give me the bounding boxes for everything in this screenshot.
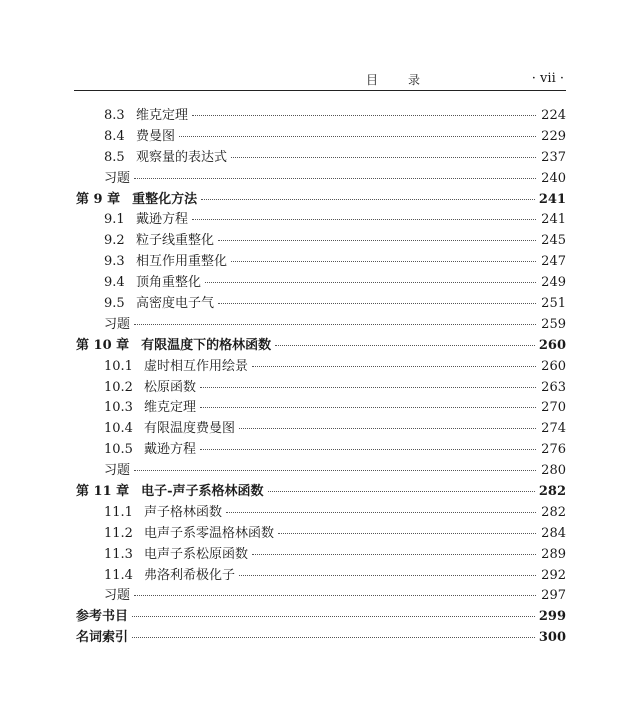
toc-entry-title: 高密度电子气 (136, 296, 215, 312)
toc-entry-title: 粒子线重整化 (136, 233, 215, 249)
toc-entry-title: 弗洛利希极化子 (144, 567, 236, 583)
dot-leader (132, 616, 535, 617)
dot-leader (200, 449, 536, 450)
dot-leader (192, 115, 536, 116)
toc-entry-number: 10.5 (104, 442, 133, 458)
toc-entry-chapter (76, 336, 566, 357)
dot-leader (278, 533, 536, 534)
toc-entry-number: 9.3 (104, 254, 125, 270)
toc-entry-title: 声子格林函数 (144, 504, 223, 520)
toc-entry-number: 9.5 (104, 296, 125, 312)
dot-leader (252, 366, 536, 367)
toc-entry-section (76, 252, 566, 273)
toc-entry-title: 戴逊方程 (136, 212, 189, 228)
toc-entry-page: 241 (538, 191, 566, 207)
toc-entry-page: 274 (541, 421, 566, 437)
toc-entry-page: 270 (541, 400, 566, 416)
toc-entry-section (76, 419, 566, 440)
toc-entry-section (76, 357, 566, 378)
header-page-number: · vii · (531, 71, 564, 86)
toc-entry-chapter (76, 190, 566, 211)
toc-entry-title: 有限温度下的格林函数 (141, 337, 272, 353)
toc-entry-page: 260 (538, 337, 566, 353)
dot-leader (179, 136, 536, 137)
toc-entry-back (76, 607, 566, 628)
toc-entry-number: 10.4 (104, 421, 133, 437)
toc-entry-number: 10.3 (104, 400, 133, 416)
dot-leader (275, 345, 535, 346)
toc-entry-section (76, 378, 566, 399)
toc-entry-exercise (76, 315, 566, 336)
toc-entry-title: 松原函数 (144, 379, 197, 395)
toc-entry-number: 9.4 (104, 275, 125, 291)
toc-entry-title: 戴逊方程 (144, 442, 197, 458)
dot-leader (239, 428, 536, 429)
toc-entry-page: 260 (541, 358, 566, 374)
dot-leader (205, 282, 536, 283)
toc-entry-exercise (76, 169, 566, 190)
toc-entry-title: 有限温度费曼图 (144, 421, 236, 437)
toc-entry-page: 245 (541, 233, 566, 249)
toc-entry-page: 282 (541, 504, 566, 520)
toc-entry-page: 299 (538, 609, 566, 625)
toc-entry-page: 241 (541, 212, 566, 228)
toc-entry-page: 280 (541, 463, 566, 479)
toc-entry-page: 297 (541, 588, 566, 604)
dot-leader (231, 157, 536, 158)
toc-entry-back (76, 628, 566, 649)
dot-leader (200, 407, 536, 408)
toc-entry-number: 第 10 章 (76, 337, 130, 353)
toc-entry-title: 重整化方法 (132, 191, 198, 207)
toc-entry-title: 习题 (104, 316, 131, 332)
toc-entry-page: 300 (538, 630, 566, 646)
toc-entry-title: 观察量的表达式 (136, 149, 228, 165)
dot-leader (218, 303, 536, 304)
dot-leader (200, 387, 536, 388)
toc-entry-number: 10.1 (104, 358, 133, 374)
toc-entry-section (76, 545, 566, 566)
toc-entry-number: 8.3 (104, 108, 125, 123)
toc-entry-section (76, 503, 566, 524)
toc-entry-number: 9.2 (104, 233, 125, 249)
toc-entry-section (76, 273, 566, 294)
dot-leader (132, 637, 535, 638)
toc-entry-title: 电声子系零温格林函数 (144, 525, 275, 541)
dot-leader (134, 595, 536, 596)
toc-entry-section (76, 524, 566, 545)
toc-entry-page: 237 (541, 149, 566, 165)
toc-entry-exercise (76, 461, 566, 482)
toc-entry-section (76, 440, 566, 461)
toc-entry-number: 11.3 (104, 546, 133, 562)
toc-entry-title: 费曼图 (136, 128, 176, 144)
toc-entry-title: 虚时相互作用绘景 (144, 358, 249, 374)
dot-leader (231, 261, 536, 262)
toc-entry-section (76, 210, 566, 231)
dot-leader (201, 199, 535, 200)
toc-entry-section (76, 294, 566, 315)
header-title-right: 录 (408, 73, 423, 87)
toc-entry-title: 电声子系松原函数 (144, 546, 249, 562)
toc-entry-title: 习题 (104, 170, 131, 186)
toc-entry-page: 240 (541, 170, 566, 186)
toc-entry-number: 9.1 (104, 212, 125, 228)
dot-leader (268, 491, 535, 492)
toc-entry-page: 284 (541, 525, 566, 541)
toc-entry-title: 名词索引 (76, 630, 129, 646)
toc-entry-title: 相互作用重整化 (136, 254, 228, 270)
toc-entry-page: 263 (541, 379, 566, 395)
toc-entry-number: 11.2 (104, 525, 133, 541)
toc-entry-page: 249 (541, 275, 566, 291)
toc-entry-page: 224 (541, 108, 566, 123)
toc-entry-section (76, 231, 566, 252)
toc-entry-number: 11.4 (104, 567, 133, 583)
dot-leader (134, 470, 536, 471)
dot-leader (134, 178, 536, 179)
toc-entry-title: 维克定理 (144, 400, 197, 416)
table-of-contents (76, 106, 566, 649)
toc-entry-page: 292 (541, 567, 566, 583)
header-title-left: 目 (366, 73, 381, 87)
toc-entry-section (76, 566, 566, 587)
toc-entry-section (76, 398, 566, 419)
toc-entry-page: 259 (541, 316, 566, 332)
toc-entry-title: 维克定理 (136, 108, 189, 123)
toc-entry-number: 第 9 章 (76, 191, 121, 207)
toc-entry-page: 247 (541, 254, 566, 270)
toc-entry-section (76, 148, 566, 169)
toc-entry-page: 251 (541, 296, 566, 312)
toc-entry-title: 习题 (104, 588, 131, 604)
toc-entry-number: 8.5 (104, 149, 125, 165)
toc-entry-title: 参考书目 (76, 609, 129, 625)
toc-entry-title: 电子-声子系格林函数 (141, 484, 264, 500)
toc-entry-number: 10.2 (104, 379, 133, 395)
toc-entry-title: 顶角重整化 (136, 275, 202, 291)
toc-entry-page: 229 (541, 128, 566, 144)
toc-entry-section (76, 106, 566, 127)
dot-leader (134, 324, 536, 325)
toc-entry-title: 习题 (104, 463, 131, 479)
dot-leader (252, 554, 536, 555)
toc-entry-page: 289 (541, 546, 566, 562)
running-header (74, 68, 566, 91)
toc-entry-number: 第 11 章 (76, 484, 130, 500)
toc-entry-chapter (76, 482, 566, 503)
toc-entry-number: 11.1 (104, 504, 133, 520)
header-title (366, 71, 422, 88)
toc-entry-page: 282 (538, 484, 566, 500)
dot-leader (226, 512, 536, 513)
toc-entry-section (76, 127, 566, 148)
toc-entry-number: 8.4 (104, 128, 125, 144)
dot-leader (239, 575, 536, 576)
dot-leader (218, 240, 536, 241)
dot-leader (192, 219, 536, 220)
toc-entry-page: 276 (541, 442, 566, 458)
toc-entry-exercise (76, 586, 566, 607)
